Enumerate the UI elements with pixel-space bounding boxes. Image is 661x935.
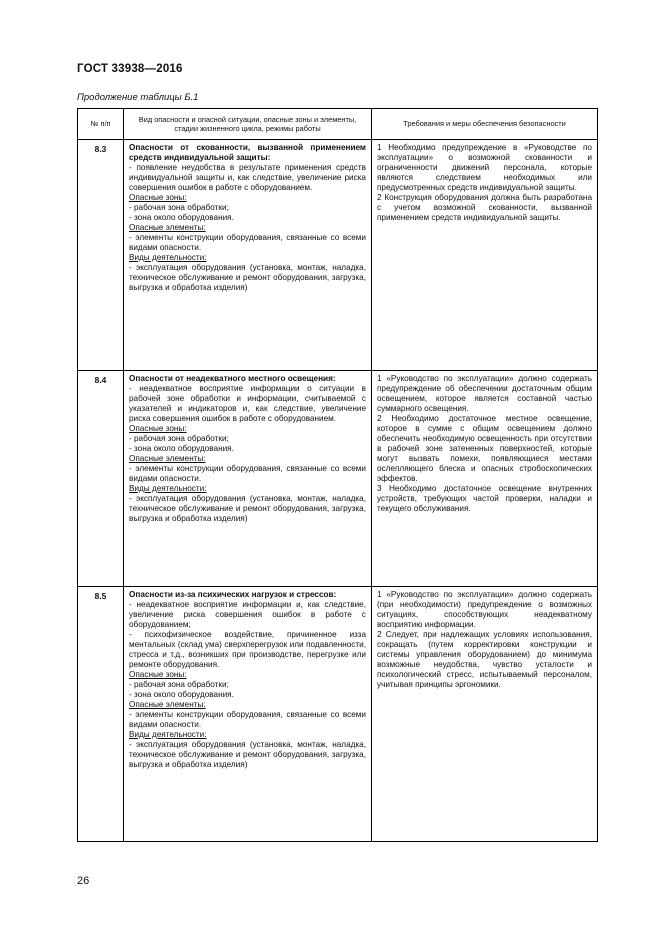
requirement-item: 1 «Руководство по эксплуатации» должно содержать (при необходимости) предупреждение о возможных ситуациях, способствующих неадекватному восприятию информации. (377, 590, 592, 629)
table-row (78, 587, 598, 842)
table-header-row (78, 109, 598, 140)
zones-label: Опасные зоны: (129, 670, 187, 679)
element-item: - элементы конструкции оборудования, связанные со всеми видами опасности. (129, 710, 366, 729)
hazard-cell (124, 140, 372, 371)
activity-item: - эксплуатация оборудования (установка, монтаж, наладка, техническое обслуживание и ремонт оборудования, загрузка, выгрузка и обработка изделия) (129, 740, 366, 769)
elements-label: Опасные элементы: (129, 454, 206, 463)
requirement-item: 1 Необходимо предупреждение в «Руководстве по эксплуатации» о возможной скованности и ограниченности движений персонала, которые являются следствием необходимых или предусмотренных средств индивидуальной защиты. (377, 143, 592, 192)
zones-label: Опасные зоны: (129, 424, 187, 433)
hazard-description: - психофизическое воздействие, причиненное изза ментальных (склад ума) сверхперегрузок или подавленности, стресса и т.д., возникших при производстве, перегрузке или ремонте оборудования. (129, 630, 366, 669)
activities-label: Виды деятельности: (129, 253, 207, 262)
row-number: 8.4 (78, 371, 124, 587)
zone-item: - рабочая зона обработки; (129, 203, 229, 212)
page-number: 26 (77, 875, 90, 887)
element-item: - элементы конструкции оборудования, связанные со всеми видами опасности. (129, 233, 366, 252)
requirement-item: 3 Необходимо достаточное освещение внутренних устройств, требующих частой проверки, наладки и текущего обслуживания. (377, 484, 592, 513)
table-row (78, 371, 598, 587)
column-header-hazard: Вид опасности и опасной ситуации, опасные зоны и элементы, стадии жизненного цикла, режимы работы (124, 109, 372, 140)
requirement-item: 2 Конструкция оборудования должна быть разработана с учетом возможной скованности, вызванной применением средств индивидуальной защиты. (377, 193, 592, 222)
requirement-item: 2 Следует, при надлежащих условиях использования, сокращать (путем корректировки конструкции и системы управления оборудованием) до минимума возможные неудобства, чувство усталости и психологический стресс, испытываемый персоналом, учитывая принципы эргономики. (377, 630, 592, 689)
hazard-title: Опасности от неадекватного местного освещения: (129, 374, 336, 383)
requirements-cell (372, 371, 598, 587)
elements-label: Опасные элементы: (129, 223, 206, 232)
hazard-description: - появление неудобства в результате применения средств индивидуальной защиты и, как следствие, увеличение риска совершения ошибок в работе с оборудованием. (129, 163, 366, 192)
hazard-title: Опасности от скованности, вызванной применением средств индивидуальной защиты: (129, 143, 366, 162)
hazard-table-container (77, 108, 597, 842)
hazard-description: - неадекватное восприятие информации о ситуации в рабочей зоне обработки и информации, считываемой с указателей и индикаторов и, как следствие, увеличение риска совершения ошибок в работе с оборудованием. (129, 384, 366, 423)
hazard-table (77, 108, 598, 842)
zone-item: - зона около оборудования. (129, 444, 234, 453)
row-number: 8.5 (78, 587, 124, 842)
requirement-item: 1 «Руководство по эксплуатации» должно содержать предупреждение об обеспечении достаточным общим освещением, которое является составной частью суммарного освещения. (377, 374, 592, 413)
requirements-cell (372, 140, 598, 371)
column-header-num: № п/п (78, 109, 124, 140)
requirement-item: 2 Необходимо достаточное местное освещение, которое в сумме с общим освещением должно обеспечить необходимую освещенность при отсутствии в рабочей зоне затененных поверхностей, которые могут вызвать помехи, появляющиеся местами ослепляющего блеска и опасных стробоскопических эффектов. (377, 414, 592, 483)
zone-item: - зона около оборудования. (129, 690, 234, 699)
hazard-title: Опасности из-за психических нагрузок и стрессов: (129, 590, 337, 599)
hazard-description: - неадекватное восприятие информации и, как следствие, увеличение риска совершения ошибок в работе с оборудованием; (129, 600, 366, 629)
zone-item: - зона около оборудования. (129, 213, 234, 222)
requirements-cell (372, 587, 598, 842)
row-number: 8.3 (78, 140, 124, 371)
zones-label: Опасные зоны: (129, 193, 187, 202)
zone-item: - рабочая зона обработки; (129, 434, 229, 443)
activities-label: Виды деятельности: (129, 730, 207, 739)
document-title: ГОСТ 33938—2016 (77, 63, 183, 75)
activities-label: Виды деятельности: (129, 484, 207, 493)
hazard-cell (124, 371, 372, 587)
elements-label: Опасные элементы: (129, 700, 206, 709)
activity-item: - эксплуатация оборудования (установка, монтаж, наладка, техническое обслуживание и ремонт оборудования, загрузка, выгрузка и обработка изделия) (129, 263, 366, 292)
table-caption: Продолжение таблицы Б.1 (77, 92, 199, 103)
table-row (78, 140, 598, 371)
element-item: - элементы конструкции оборудования, связанные со всеми видами опасности. (129, 464, 366, 483)
activity-item: - эксплуатация оборудования (установка, монтаж, наладка, техническое обслуживание и ремонт оборудования, загрузка, выгрузка и обработка изделия) (129, 494, 366, 523)
zone-item: - рабочая зона обработки; (129, 680, 229, 689)
hazard-cell (124, 587, 372, 842)
column-header-requirements: Требования и меры обеспечения безопасности (372, 109, 598, 140)
